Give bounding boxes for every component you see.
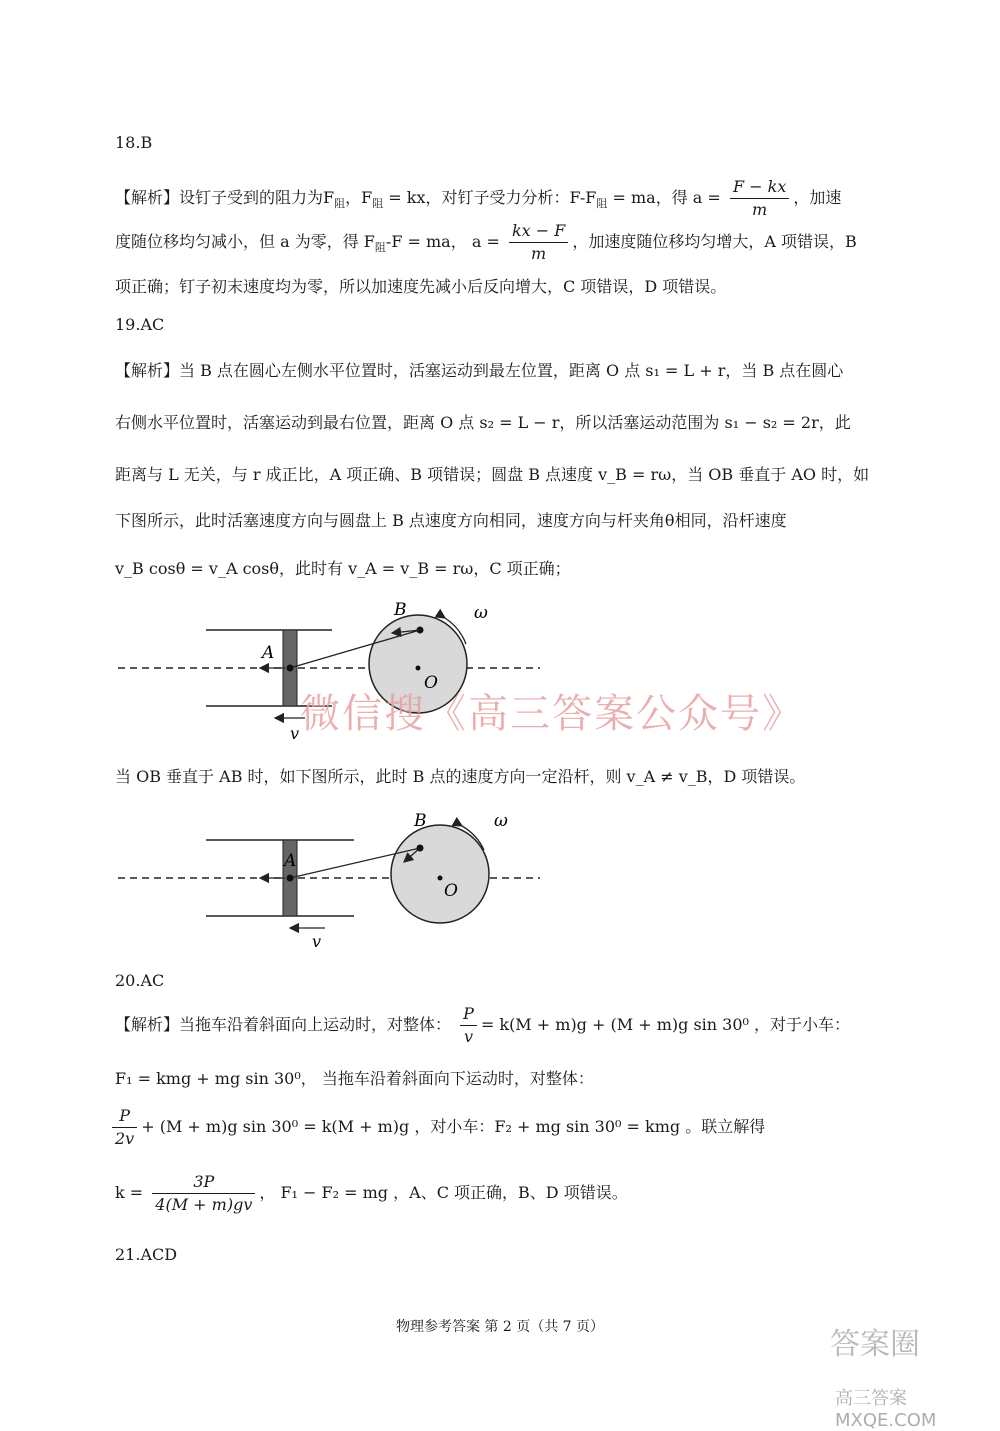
page-footer: 物理参考答案 第 2 页（共 7 页） xyxy=(395,1319,605,1335)
q18-line-1 xyxy=(115,176,890,219)
q18-text: = ma，得 a = xyxy=(607,188,721,207)
q18-subscript: 阻 xyxy=(374,241,386,255)
fraction-denominator: 2v xyxy=(115,1129,135,1148)
label-a: A xyxy=(284,851,297,871)
q20-line-2: F₁ = kmg + mg sin 30⁰， 当拖车沿着斜面向下运动时，对整体： xyxy=(115,1069,594,1088)
q20-line-4 xyxy=(115,1170,890,1216)
q20-text: ， F₁ − F₂ = mg ，A、C 项正确，B、D 项错误。 xyxy=(259,1183,628,1202)
q18-text: 【解析】设钉子受到的阻力为F xyxy=(115,188,335,207)
q20-fraction-3 xyxy=(152,1171,255,1216)
q18-subscript: 阻 xyxy=(372,197,384,211)
q18-text: = kx，对钉子受力分析：F-F xyxy=(383,188,597,207)
point-a xyxy=(287,665,294,672)
q19-line-1: 【解析】当 B 点在圆心左侧水平位置时，活塞运动到最左位置，距离 O 点 s₁ = L + r，当 B 点在圆心 xyxy=(115,361,844,380)
question-19-number: 19.AC xyxy=(115,315,165,334)
label-omega: ω xyxy=(474,603,488,623)
q18-line-2 xyxy=(115,220,890,264)
q20-fraction-2 xyxy=(112,1105,137,1150)
point-o xyxy=(438,876,443,881)
label-b: B xyxy=(414,811,427,831)
q18-text: ，加速度随位移均匀增大，A 项错误，B xyxy=(572,232,857,251)
fraction-numerator: P xyxy=(460,1003,477,1026)
piston-diagram-2 xyxy=(110,804,550,954)
label-b: B xyxy=(394,600,407,620)
q18-fraction-2 xyxy=(509,220,568,265)
q20-text: = k(M + m)g + (M + m)g sin 30⁰ ，对于小车： xyxy=(480,1015,851,1034)
fraction-denominator: m xyxy=(531,244,547,263)
label-o: O xyxy=(444,881,458,901)
q18-fraction-1 xyxy=(730,176,789,221)
label-v: v xyxy=(312,932,322,951)
q19-line-5: v_B cosθ = v_A cosθ，此时有 v_A = v_B = rω，C 项正确； xyxy=(115,559,571,578)
fraction-denominator: 4(M + m)gv xyxy=(155,1195,253,1214)
q18-text: a = xyxy=(471,232,500,251)
q18-text: 度随位移均匀减小，但 a 为零，得 F xyxy=(115,232,375,251)
q20-text: k = xyxy=(115,1183,144,1202)
corner-site-text: 高三答案 MXQE.COM xyxy=(835,1388,937,1431)
fraction-denominator: m xyxy=(752,200,768,219)
fraction-numerator: F − kx xyxy=(730,176,789,199)
q18-line-3: 项正确；钉子初末速度均为零，所以加速度先减小后反向增大，C 项错误，D 项错误。 xyxy=(115,277,727,296)
q20-line-1 xyxy=(115,1002,890,1048)
q20-line-3 xyxy=(112,1104,887,1150)
q19-line-4: 下图所示，此时活塞速度方向与圆盘上 B 点速度方向相同，速度方向与杆夹角θ相同，沿杆速度 xyxy=(115,511,787,530)
point-a xyxy=(287,875,294,882)
q19-line-3: 距离与 L 无关，与 r 成正比，A 项正确、B 项错误；圆盘 B 点速度 v_B = rω，当 OB 垂直于 AO 时，如 xyxy=(115,465,870,484)
q20-text: 【解析】当拖车沿着斜面向上运动时，对整体： xyxy=(115,1015,452,1034)
point-o xyxy=(416,666,421,671)
q18-text: ，加速 xyxy=(793,188,842,207)
question-18-number: 18.B xyxy=(115,133,153,152)
disc xyxy=(391,825,489,923)
question-20-number: 20.AC xyxy=(115,971,165,990)
fraction-numerator: 3P xyxy=(152,1171,255,1194)
label-a: A xyxy=(262,643,275,663)
q19-line-6: 当 OB 垂直于 AB 时，如下图所示，此时 B 点的速度方向一定沿杆，则 v_A ≠ v_B，D 项错误。 xyxy=(115,767,806,786)
q20-fraction-1 xyxy=(460,1003,477,1048)
q18-subscript: 阻 xyxy=(334,197,346,211)
watermark: 微信搜《高三答案公众号》 xyxy=(300,691,804,737)
fraction-denominator: v xyxy=(463,1027,474,1046)
q20-text: + (M + m)g sin 30⁰ = k(M + m)g ，对小车：F₂ + mg sin 30⁰ = kmg 。联立解得 xyxy=(141,1117,766,1136)
q18-text: ，F xyxy=(345,188,373,207)
question-21-number: 21.ACD xyxy=(115,1245,178,1264)
q18-subscript: 阻 xyxy=(596,197,608,211)
label-v: v xyxy=(290,724,300,743)
label-omega: ω xyxy=(494,811,508,831)
q19-line-2: 右侧水平位置时，活塞运动到最右位置，距离 O 点 s₂ = L − r，所以活塞运动范围为 s₁ − s₂ = 2r，此 xyxy=(115,413,851,432)
fraction-numerator: P xyxy=(112,1105,137,1128)
q18-text: -F = ma， xyxy=(385,232,467,251)
corner-logo: 答案圈 xyxy=(830,1327,920,1362)
fraction-numerator: kx − F xyxy=(509,220,568,243)
label-o: O xyxy=(424,673,438,693)
